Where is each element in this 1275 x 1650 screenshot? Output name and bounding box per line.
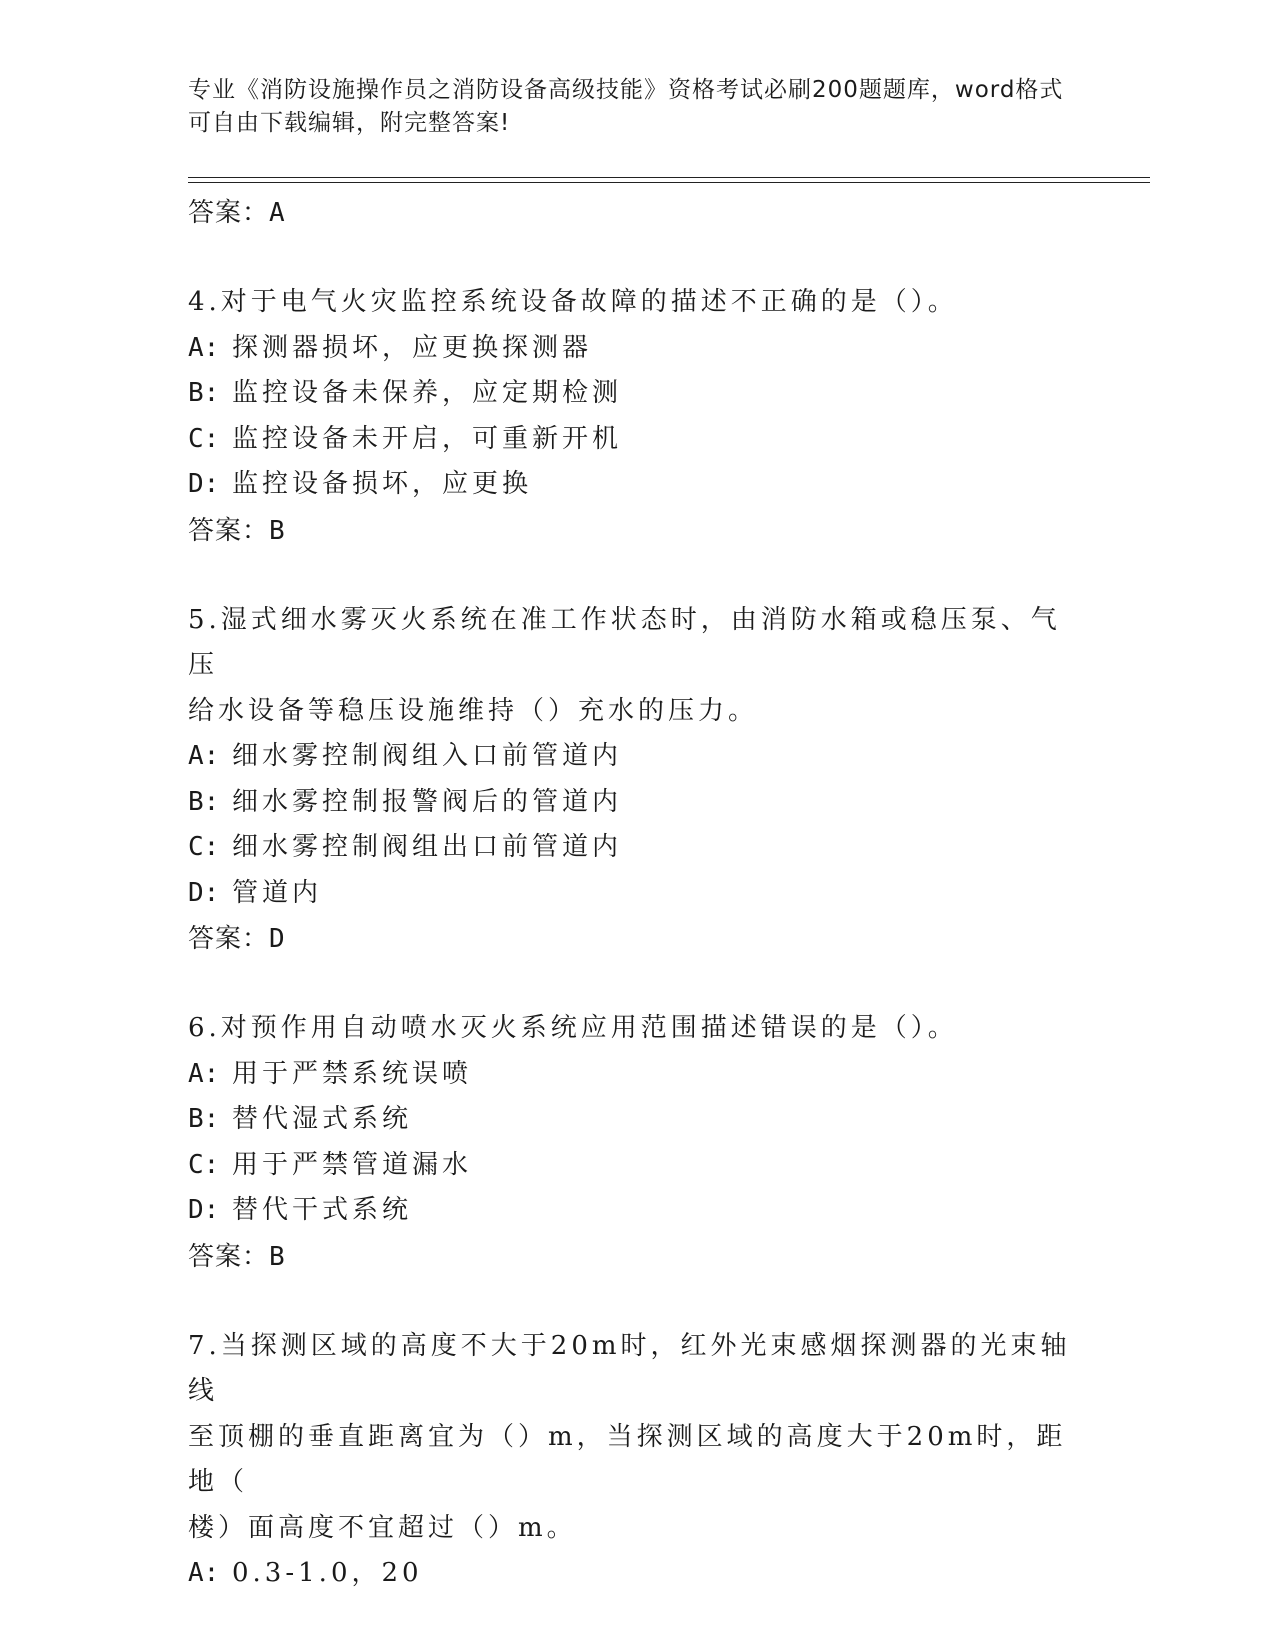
question-text: 4.对于电气火灾监控系统设备故障的描述不正确的是（）。 [188,287,958,317]
option-text: 细水雾控制报警阀后的管道内 [232,786,623,817]
document-content [188,190,1088,1597]
option-a [188,1551,1088,1597]
option-text: 细水雾控制阀组入口前管道内 [232,741,623,771]
option-d [188,871,1088,917]
option-letter: B: [188,786,220,817]
question-4 [188,280,1088,554]
option-text: 替代干式系统 [232,1195,413,1225]
answer-value: D [269,924,286,954]
header-rule-bottom [188,182,1150,183]
answer-label: 答案： [188,515,270,546]
answer-3 [188,190,1088,236]
answer-4 [188,508,1088,554]
option-c [188,417,1088,463]
question-text-continued: 至顶棚的垂直距离宜为（）m，当探测区域的高度大于20m时，距地（ [188,1421,1067,1497]
question-7 [188,1324,1088,1597]
answer-label: 答案： [188,198,270,228]
answer-label: 答案： [188,1241,270,1272]
header-rule-top [188,177,1150,178]
option-letter: D: [188,1195,220,1225]
spacer [188,962,1088,1006]
spacer [188,1280,1088,1324]
option-b [188,780,1088,826]
answer-label: 答案： [188,924,270,954]
option-letter: A: [188,1058,220,1089]
option-text: 用于严禁管道漏水 [232,1149,473,1180]
option-text: 监控设备损坏，应更换 [232,469,533,499]
option-d [188,462,1088,508]
answer-5 [188,916,1088,962]
option-text: 监控设备未保养，应定期检测 [232,378,623,408]
option-letter: B: [188,1104,220,1134]
answer-value: B [269,515,286,546]
option-text: 0.3-1.0，20 [232,1558,423,1588]
option-b [188,371,1088,417]
option-letter: A: [188,1558,220,1588]
option-text: 监控设备未开启，可重新开机 [232,423,623,454]
option-letter: A: [188,741,220,771]
option-letter: D: [188,877,220,908]
question-text: 5.湿式细水雾灭火系统在准工作状态时，由消防水箱或稳压泵、气压 [188,604,1061,680]
spacer [188,554,1088,598]
option-text: 细水雾控制阀组出口前管道内 [232,832,623,862]
question-text-continued: 给水设备等稳压设施维持（）充水的压力。 [188,695,759,726]
option-c [188,1143,1088,1189]
spacer [188,236,1088,280]
option-a [188,734,1088,780]
option-letter: D: [188,469,220,499]
option-text: 管道内 [232,877,323,908]
option-letter: B: [188,378,220,408]
option-text: 用于严禁系统误喷 [232,1058,473,1089]
question-5 [188,598,1088,963]
question-text-continued: 楼）面高度不宜超过（）m。 [188,1512,577,1543]
option-text: 探测器损坏，应更换探测器 [232,332,593,363]
option-c [188,825,1088,871]
option-letter: C: [188,1149,220,1180]
question-text: 7.当探测区域的高度不大于20m时，红外光束感烟探测器的光束轴线 [188,1330,1071,1406]
question-6 [188,1006,1088,1280]
answer-value: A [269,198,286,228]
option-letter: C: [188,423,220,454]
option-a [188,326,1088,372]
option-b [188,1097,1088,1143]
option-text: 替代湿式系统 [232,1104,413,1134]
option-letter: C: [188,832,220,862]
option-a [188,1052,1088,1098]
question-text: 6.对预作用自动喷水灭火系统应用范围描述错误的是（）。 [188,1013,958,1043]
option-letter: A: [188,332,220,363]
document-header: 专业《消防设施操作员之消防设备高级技能》资格考试必刷200题题库，word格式可自由下载编辑，附完整答案! [188,77,1064,136]
option-d [188,1188,1088,1234]
answer-value: B [269,1241,286,1272]
answer-6 [188,1234,1088,1280]
